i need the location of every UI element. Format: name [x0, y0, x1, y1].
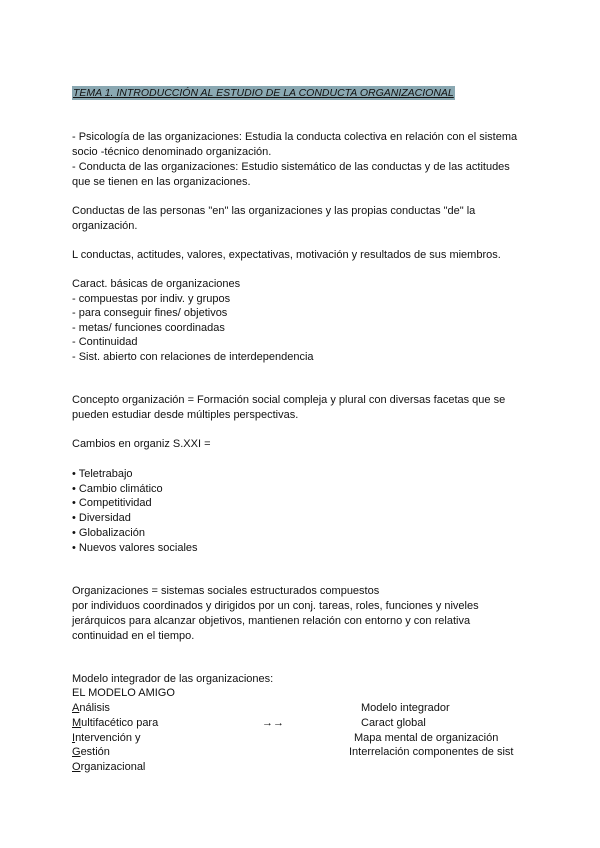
caract-item: - compuestas por indiv. y grupos [72, 293, 231, 305]
concepto-line: Concepto organización = Formación social compleja y plural con diversas facetas que se [72, 394, 506, 406]
cambios-item: • Cambio climático [72, 483, 163, 495]
page-title: TEMA 1. INTRODUCCIÓN AL ESTUDIO DE LA CONDUCTA ORGANIZACIONAL [73, 87, 454, 99]
cambios-item: • Competitividad [72, 497, 152, 509]
organizaciones-line: por individuos coordinados y dirigidos por un conj. tareas, roles, funciones y niveles [72, 600, 479, 612]
organizaciones-line: continuidad en el tiempo. [72, 630, 195, 642]
modelo-right-item: Mapa mental de organización [354, 732, 499, 744]
cambios-item: • Globalización [72, 527, 145, 539]
acronym-initial: I [72, 732, 76, 744]
cambios-heading: Cambios en organiz S.XXI = [72, 438, 211, 450]
arrow-icon: →→ [262, 717, 284, 729]
cambios-item: • Nuevos valores sociales [72, 542, 198, 554]
acronym-initial: G [72, 746, 81, 758]
conductas-line: organización. [72, 220, 138, 232]
l-conductas-line: L conductas, actitudes, valores, expectativas, motivación y resultados de sus miembros. [72, 249, 501, 261]
caract-item: - Sist. abierto con relaciones de interdependencia [72, 351, 314, 363]
modelo-name: EL MODELO AMIGO [72, 687, 175, 699]
concepto-line: pueden estudiar desde múltiples perspectivas. [72, 409, 299, 421]
modelo-right-item: Modelo integrador [361, 702, 450, 714]
acronym-rest: estión [80, 746, 110, 758]
amigo-letter-o [72, 760, 145, 775]
amigo-letter-a [72, 701, 110, 716]
acronym-initial: O [72, 761, 81, 773]
amigo-letter-i [72, 731, 141, 746]
acronym-rest: rganizacional [80, 761, 146, 773]
organizaciones-line: Organizaciones = sistemas sociales estructurados compuestos [72, 585, 380, 597]
definition-line: - Conducta de las organizaciones: Estudio sistemático de las conductas y de las actitudes [72, 161, 510, 173]
caract-heading: Caract. básicas de organizaciones [72, 278, 241, 290]
conductas-line: Conductas de las personas "en" las organizaciones y las propias conductas "de" la [72, 205, 476, 217]
acronym-rest: ntervención y [75, 732, 141, 744]
caract-item: - para conseguir fines/ objetivos [72, 307, 228, 319]
amigo-letter-g [72, 745, 110, 760]
organizaciones-line: jerárquicos para alcanzar objetivos, mantienen relación con entorno y con relativa [72, 615, 471, 627]
acronym-rest: nálisis [79, 702, 110, 714]
definition-line: - Psicología de las organizaciones: Estudia la conducta colectiva en relación con el sistema [72, 131, 518, 143]
acronym-initial: M [72, 717, 82, 729]
cambios-item: • Teletrabajo [72, 468, 133, 480]
modelo-heading: Modelo integrador de las organizaciones: [72, 673, 274, 685]
acronym-initial: A [72, 702, 80, 714]
modelo-right-item: Interrelación componentes de sist [349, 746, 514, 758]
caract-item: - Continuidad [72, 336, 138, 348]
acronym-rest: ultifacético para [81, 717, 159, 729]
modelo-right-item: Caract global [361, 717, 426, 729]
cambios-item: • Diversidad [72, 512, 131, 524]
definition-line: que se tienen en las organizaciones. [72, 176, 251, 188]
definition-line: socio -técnico denominado organización. [72, 146, 272, 158]
caract-item: - metas/ funciones coordinadas [72, 322, 225, 334]
amigo-letter-m [72, 716, 158, 731]
